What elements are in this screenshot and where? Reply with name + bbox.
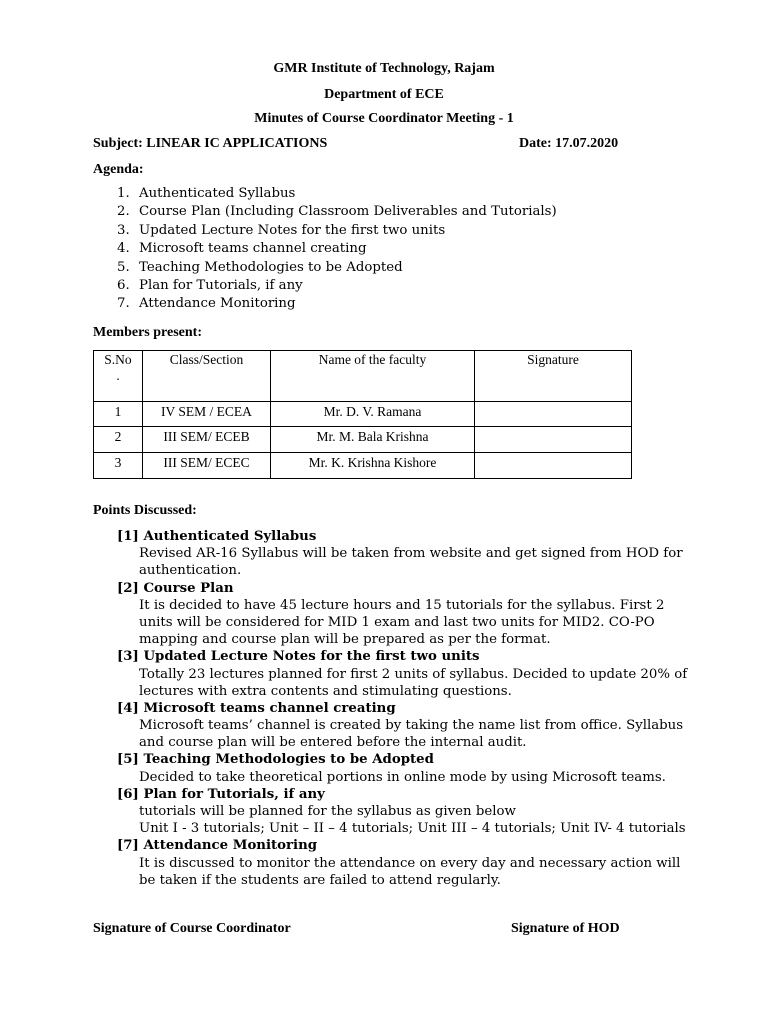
column-header-class: Class/Section (143, 351, 271, 402)
agenda-item (117, 278, 557, 296)
point-title: [6] Plan for Tutorials, if any (117, 786, 325, 802)
point-text-line: It is discussed to monitor the attendance on every day and necessary action will (139, 855, 681, 871)
cell-signature (475, 427, 632, 453)
cell-class: III SEM/ ECEC (143, 453, 271, 479)
table-header-row (94, 351, 632, 402)
agenda-item-text: Microsoft teams channel creating (139, 241, 367, 257)
agenda-item (117, 241, 557, 259)
meeting-title: Minutes of Course Coordinator Meeting - 1 (254, 111, 514, 126)
agenda-item-number: 7. (117, 296, 130, 312)
agenda-item (117, 204, 557, 222)
agenda-item-text: Plan for Tutorials, if any (139, 277, 303, 293)
subject-line: Subject: LINEAR IC APPLICATIONS (93, 136, 328, 151)
point-item (117, 580, 687, 649)
table-row (94, 427, 632, 453)
point-title: [5] Teaching Methodologies to be Adopted (117, 752, 434, 768)
cell-sno: 3 (94, 453, 143, 479)
point-item (117, 786, 687, 838)
point-title: [4] Microsoft teams channel creating (117, 700, 396, 716)
agenda-item-number: 3. (117, 222, 130, 238)
agenda-item-number: 4. (117, 241, 130, 257)
cell-sno: 2 (94, 427, 143, 453)
point-text-line: and course plan will be entered before the internal audit. (139, 735, 527, 751)
agenda-item-number: 5. (117, 259, 130, 275)
agenda-item-text: Course Plan (Including Classroom Deliverables and Tutorials) (139, 204, 557, 220)
cell-faculty: Mr. D. V. Ramana (271, 402, 475, 427)
agenda-item (117, 223, 557, 241)
point-text-line: tutorials will be planned for the syllabus as given below (139, 804, 516, 819)
cell-faculty: Mr. M. Bala Krishna (271, 427, 475, 453)
coordinator-signature-label: Signature of Course Coordinator (93, 921, 291, 936)
agenda-item-text: Attendance Monitoring (139, 296, 296, 312)
point-text-line: Unit I - 3 tutorials; Unit – II – 4 tutorials; Unit III – 4 tutorials; Unit IV- 4 tutorials (139, 821, 686, 837)
points-list (117, 528, 687, 889)
agenda-item (117, 186, 557, 204)
table-row (94, 453, 632, 479)
hod-signature-label: Signature of HOD (511, 921, 620, 936)
point-item (117, 700, 687, 752)
point-text-line: Microsoft teams’ channel is created by taking the name list from office. Syllabus (139, 718, 684, 734)
meeting-date: Date: 17.07.2020 (519, 136, 619, 151)
point-text-line: lectures with extra contents and stimulating questions. (139, 683, 512, 699)
agenda-item-number: 6. (117, 277, 130, 293)
agenda-item-text: Teaching Methodologies to be Adopted (139, 259, 403, 275)
cell-sno: 1 (94, 402, 143, 427)
members-table (93, 350, 632, 479)
point-text-line: Totally 23 lectures planned for first 2 units of syllabus. Decided to update 20% of (139, 666, 688, 682)
cell-signature (475, 453, 632, 479)
point-title: [3] Updated Lecture Notes for the first two units (117, 649, 480, 665)
point-item (117, 528, 687, 580)
point-title: [2] Course Plan (117, 580, 234, 596)
point-title: [7] Attendance Monitoring (117, 838, 318, 854)
point-text-line: authentication. (139, 563, 242, 579)
column-header-sno (94, 351, 143, 402)
point-text-line: be taken if the students are failed to attend regularly. (139, 872, 501, 888)
cell-signature (475, 402, 632, 427)
point-item (117, 751, 687, 785)
agenda-item (117, 260, 557, 278)
agenda-item-text: Authenticated Syllabus (139, 186, 296, 201)
point-title: [1] Authenticated Syllabus (117, 529, 317, 544)
agenda-heading: Agenda: (93, 162, 144, 177)
column-header-faculty: Name of the faculty (271, 351, 475, 402)
agenda-item-text: Updated Lecture Notes for the first two units (139, 222, 446, 238)
agenda-list (117, 186, 557, 315)
point-item (117, 648, 687, 700)
column-header-sno-text: S.No (104, 352, 132, 367)
agenda-item (117, 296, 557, 314)
point-text-line: Decided to take theoretical portions in online mode by using Microsoft teams. (139, 769, 666, 785)
point-text-line: units will be considered for MID 1 exam and last two units for MID2. CO-PO (139, 614, 655, 630)
point-text-line: Revised AR-16 Syllabus will be taken from website and get signed from HOD for (139, 546, 683, 562)
table-row (94, 402, 632, 427)
agenda-item-number: 1. (117, 186, 130, 201)
point-item (117, 837, 687, 889)
members-heading: Members present: (93, 325, 202, 340)
cell-class: IV SEM / ECEA (143, 402, 271, 427)
institute-name: GMR Institute of Technology, Rajam (273, 61, 495, 76)
agenda-item-number: 2. (117, 204, 130, 220)
column-header-sno-dot: . (116, 368, 120, 383)
point-text-line: It is decided to have 45 lecture hours and 15 tutorials for the syllabus. First 2 (139, 597, 665, 613)
column-header-signature: Signature (475, 351, 632, 402)
point-text-line: mapping and course plan will be prepared as per the format. (139, 632, 551, 648)
cell-faculty: Mr. K. Krishna Kishore (271, 453, 475, 479)
points-heading: Points Discussed: (93, 503, 197, 518)
cell-class: III SEM/ ECEB (143, 427, 271, 453)
department-name: Department of ECE (324, 87, 444, 102)
